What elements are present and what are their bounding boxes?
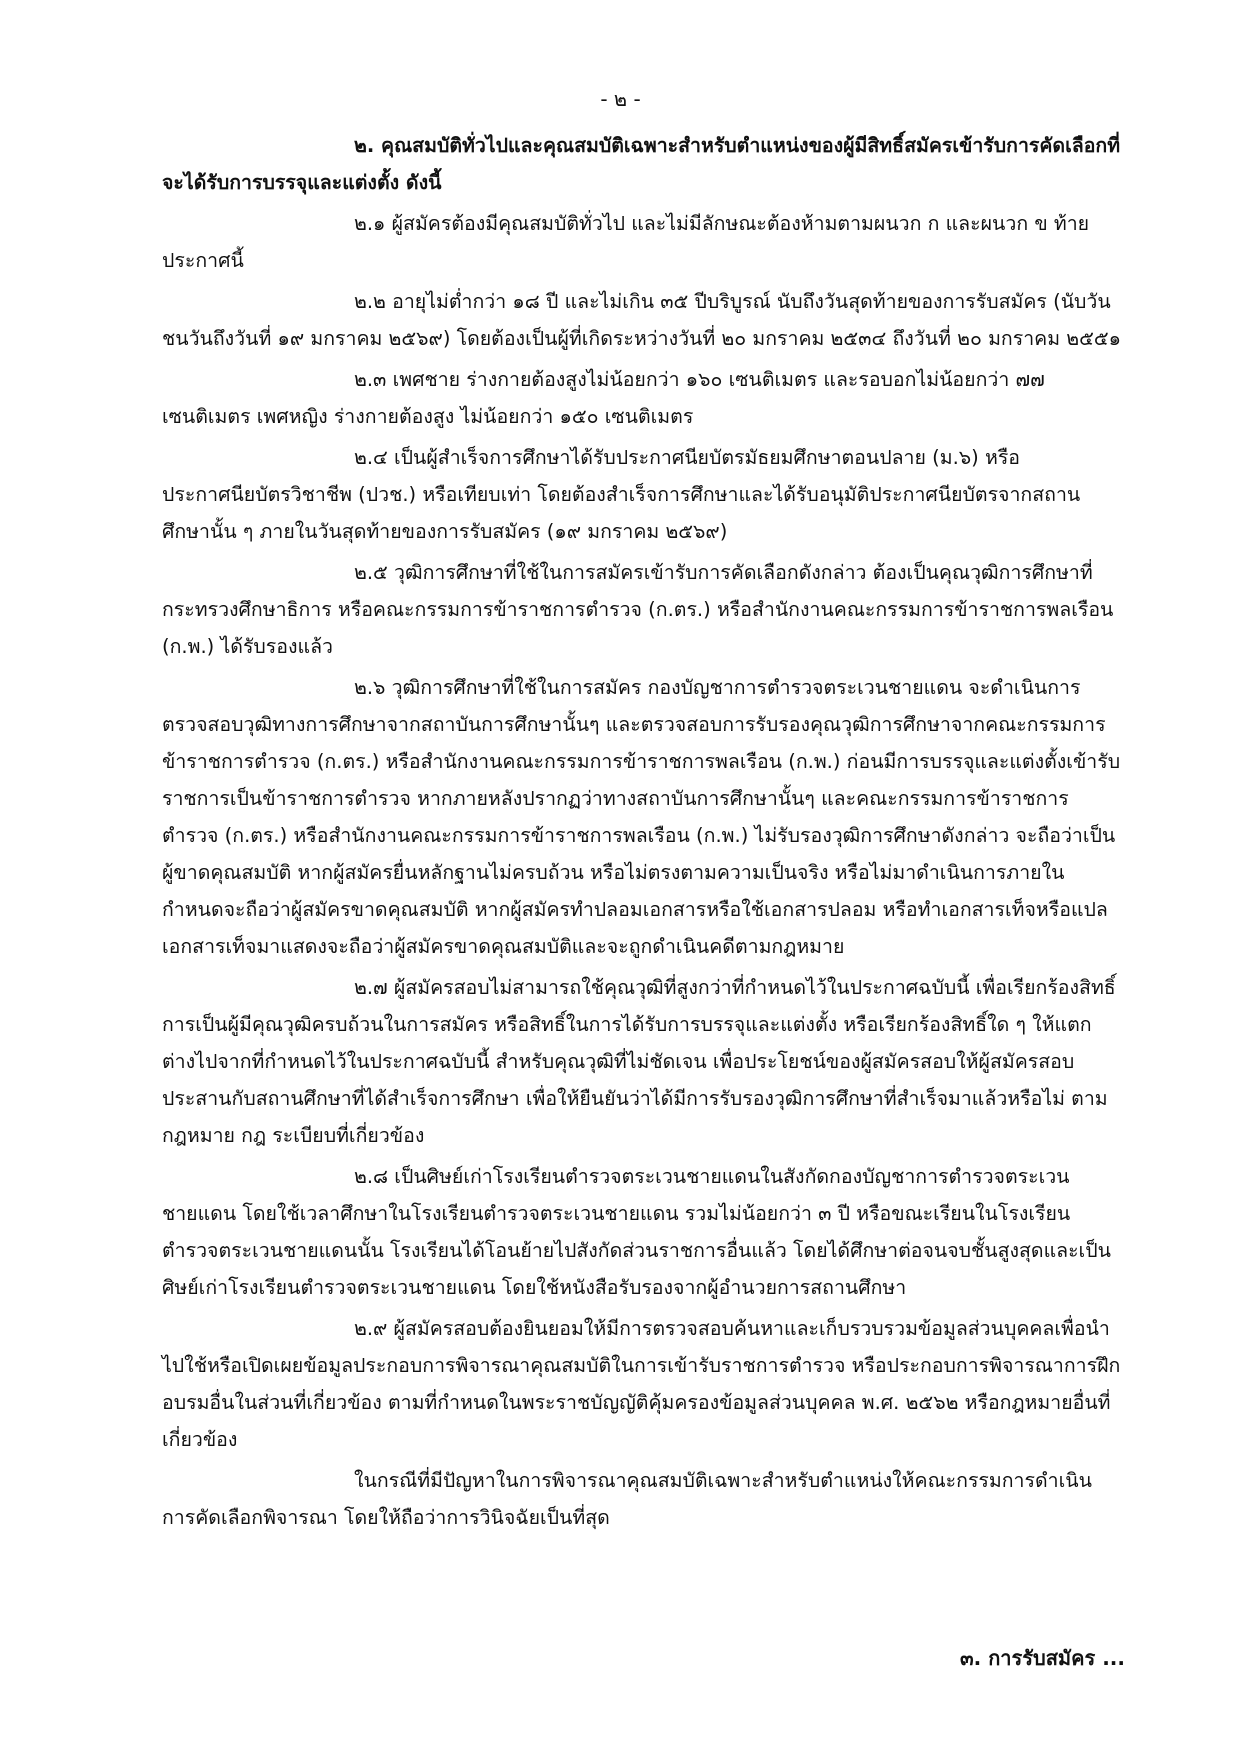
clause-2-9: ๒.๙ ผู้สมัครสอบต้องยินยอมให้มีการตรวจสอบค้นหาและเก็บรวบรวมข้อมูลส่วนบุคคลเพื่อนำไปใช้หรือเปิดเผยข้อมูลประกอบการพิจารณาคุณสมบัติในการเข้ารับราชการตำรวจ หรือประกอบการพิจารณาการฝึกอบรมอื่นในส่วนที่เกี่ยวข้อง ตามที่กำหนดในพระราชบัญญัติคุ้มครองข้อมูลส่วนบุคคล พ.ศ. ๒๕๖๒ หรือกฎหมายอื่นที่เกี่ยวข้อง (162, 1317, 1121, 1451)
closing-note: ในกรณีที่มีปัญหาในการพิจารณาคุณสมบัติเฉพาะสำหรับตำแหน่งให้คณะกรรมการดำเนินการคัดเลือกพิจารณา โดยให้ถือว่าการวินิจฉัยเป็นที่สุด (162, 1469, 1092, 1529)
clause-2-5: ๒.๕ วุฒิการศึกษาที่ใช้ในการสมัครเข้ารับการคัดเลือกดังกล่าว ต้องเป็นคุณวุฒิการศึกษาที่กระทรวงศึกษาธิการ หรือคณะกรรมการข้าราชการตำรวจ (ก.ตร.) หรือสำนักงานคณะกรรมการข้าราชการพลเรือน (ก.พ.) ได้รับรองแล้ว (162, 561, 1114, 658)
clause-2-8: ๒.๘ เป็นศิษย์เก่าโรงเรียนตำรวจตระเวนชายแดนในสังกัดกองบัญชาการตำรวจตระเวนชายแดน โดยใช้เวลาศึกษาในโรงเรียนตำรวจตระเวนชายแดน รวมไม่น้อยกว่า ๓ ปี หรือขณะเรียนในโรงเรียนตำรวจตระเวนชายแดนนั้น โรงเรียนได้โอนย้ายไปสังกัดส่วนราชการอื่นแล้ว โดยได้ศึกษาต่อจนจบชั้นสูงสุดและเป็นศิษย์เก่าโรงเรียนตำรวจตระเวนชายแดน โดยใช้หนังสือรับรองจากผู้อำนวยการสถานศึกษา (162, 1165, 1111, 1299)
clause-2-7: ๒.๗ ผู้สมัครสอบไม่สามารถใช้คุณวุฒิที่สูงกว่าที่กำหนดไว้ในประกาศฉบับนี้ เพื่อเรียกร้องสิทธิ์การเป็นผู้มีคุณวุฒิครบถ้วนในการสมัคร หรือสิทธิ์ในการได้รับการบรรจุและแต่งตั้ง หรือเรียกร้องสิทธิ์ใด ๆ ให้แตกต่างไปจากที่กำหนดไว้ในประกาศฉบับนี้ สำหรับคุณวุฒิที่ไม่ชัดเจน เพื่อประโยชน์ของผู้สมัครสอบให้ผู้สมัครสอบประสานกับสถานศึกษาที่ได้สำเร็จการศึกษา เพื่อให้ยืนยันว่าได้มีการรับรองวุฒิการศึกษาที่สำเร็จมาแล้วหรือไม่ ตามกฎหมาย กฎ ระเบียบที่เกี่ยวข้อง (162, 976, 1116, 1147)
clause-2-6: ๒.๖ วุฒิการศึกษาที่ใช้ในการสมัคร กองบัญชาการตำรวจตระเวนชายแดน จะดำเนินการตรวจสอบวุฒิทางการศึกษาจากสถาบันการศึกษานั้นๆ และตรวจสอบการรับรองคุณวุฒิการศึกษาจากคณะกรรมการข้าราชการตำรวจ (ก.ตร.) หรือสำนักงานคณะกรรมการข้าราชการพลเรือน (ก.พ.) ก่อนมีการบรรจุและแต่งตั้งเข้ารับราชการเป็นข้าราชการตำรวจ หากภายหลังปรากฏว่าทางสถาบันการศึกษานั้นๆ และคณะกรรมการข้าราชการตำรวจ (ก.ตร.) หรือสำนักงานคณะกรรมการข้าราชการพลเรือน (ก.พ.) ไม่รับรองวุฒิการศึกษาดังกล่าว จะถือว่าเป็นผู้ขาดคุณสมบัติ หากผู้สมัครยื่นหลักฐานไม่ครบถ้วน หรือไม่ตรงตามความเป็นจริง หรือไม่มาดำเนินการภายในกำหนดจะถือว่าผู้สมัครขาดคุณสมบัติ หากผู้สมัครทำปลอมเอกสารหรือใช้เอกสารปลอม หรือทำเอกสารเท็จหรือแปลเอกสารเท็จมาแสดงจะถือว่าผู้สมัครขาดคุณสมบัติและจะถูกดำเนินคดีตามกฎหมาย (162, 676, 1121, 958)
clause-2-1: ๒.๑ ผู้สมัครต้องมีคุณสมบัติทั่วไป และไม่มีลักษณะต้องห้ามตามผนวก ก และผนวก ข ท้ายประกาศนี้ (162, 212, 1090, 272)
section-2-heading: ๒. คุณสมบัติทั่วไปและคุณสมบัติเฉพาะสำหรับตำแหน่งของผู้มีสิทธิ์สมัครเข้ารับการคัดเลือกที่จะได้รับการบรรจุและแต่งตั้ง ดังนี้ (162, 134, 1121, 194)
page-number: - ๒ - (600, 87, 641, 111)
document-body (162, 127, 1122, 1540)
clause-2-4: ๒.๔ เป็นผู้สำเร็จการศึกษาได้รับประกาศนียบัตรมัธยมศึกษาตอนปลาย (ม.๖) หรือประกาศนียบัตรวิชาชีพ (ปวช.) หรือเทียบเท่า โดยต้องสำเร็จการศึกษาและได้รับอนุมัติประกาศนียบัตรจากสถานศึกษานั้น ๆ ภายในวันสุดท้ายของการรับสมัคร (๑๙ มกราคม ๒๕๖๙) (162, 446, 1081, 543)
clause-2-2: ๒.๒ อายุไม่ต่ำกว่า ๑๘ ปี และไม่เกิน ๓๕ ปีบริบูรณ์ นับถึงวันสุดท้ายของการรับสมัคร (นับวันชนวันถึงวันที่ ๑๙ มกราคม ๒๕๖๙) โดยต้องเป็นผู้ที่เกิดระหว่างวันที่ ๒๐ มกราคม ๒๕๓๔ ถึงวันที่ ๒๐ มกราคม ๒๕๕๑ (162, 290, 1122, 350)
continuation-footer: ๓. การรับสมัคร ... (959, 1646, 1125, 1670)
clause-2-3: ๒.๓ เพศชาย ร่างกายต้องสูงไม่น้อยกว่า ๑๖๐ เซนติเมตร และรอบอกไม่น้อยกว่า ๗๗ เซนติเมตร เพศหญิง ร่างกายต้องสูง ไม่น้อยกว่า ๑๕๐ เซนติเมตร (162, 368, 1045, 428)
